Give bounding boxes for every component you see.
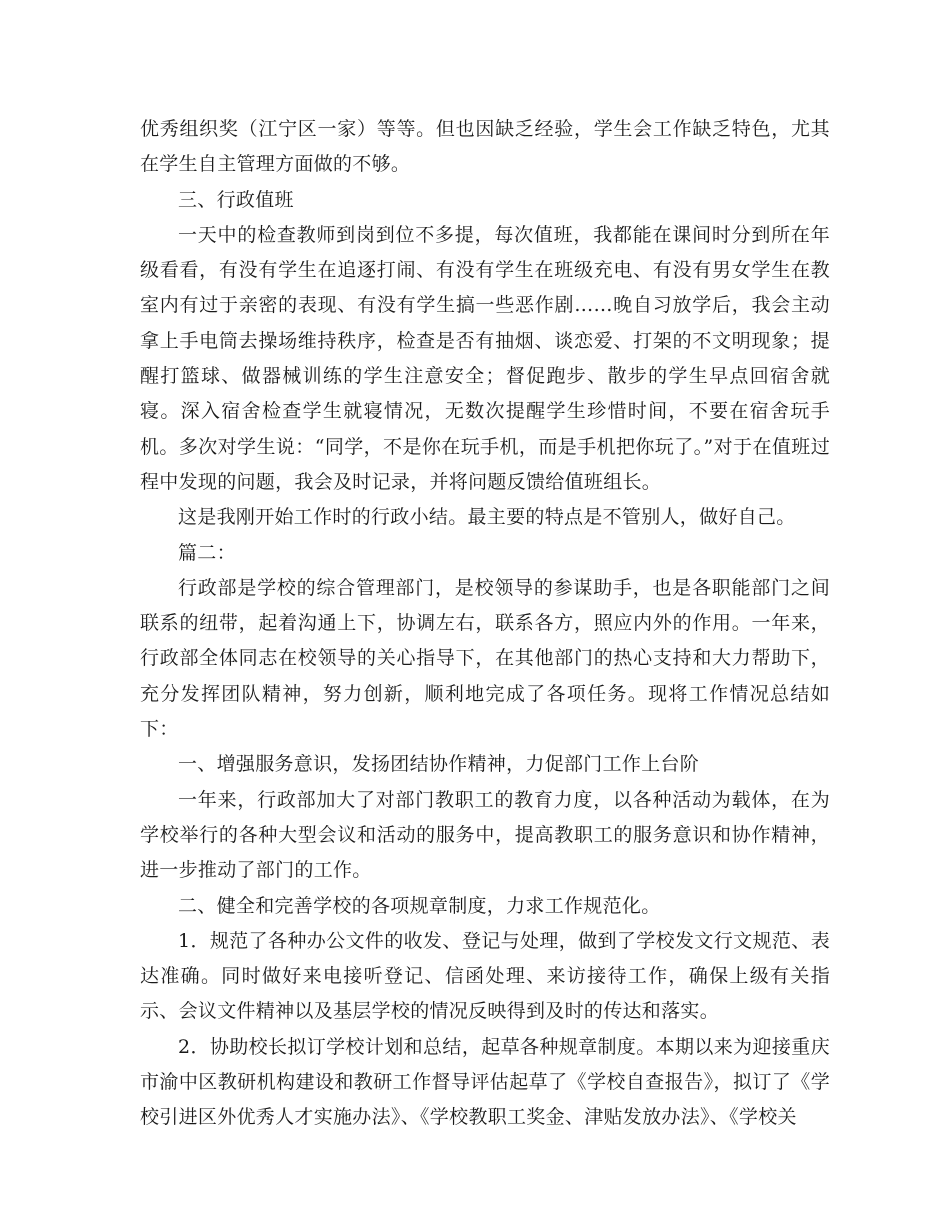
document-body: [140, 112, 830, 1136]
part-two-heading: 篇二：: [178, 541, 236, 564]
paragraph-service-awareness: 一年来，行政部加大了对部门教职工的教育力度，以各种活动为载体，在为学校举行的各种大型会议和活动的服务中，提高教职工的服务意识和协作精神，进一步推动了部门的工作。: [140, 788, 830, 882]
section-heading-administrative-duty: 三、行政值班: [178, 188, 294, 211]
paragraph-continued-text: 优秀组织奖（江宁区一家）等等。但也因缺乏经验，学生会工作缺乏特色，尤其在学生自主管理方面做的不够。: [140, 118, 830, 176]
section-heading-service-awareness: 一、增强服务意识，发扬团结协作精神，力促部门工作上台阶: [178, 753, 700, 776]
paragraph-duty-details: 一天中的检查教师到岗到位不多提，每次值班，我都能在课间时分到所在年级看看，有没有学生在追逐打闹、有没有学生在班级充电、有没有男女学生在教室内有过于亲密的表现、有没有学生搞一些恶作剧……晚自习放学后，我会主动拿上手电筒去操场维持秩序，检查是否有抽烟、谈恋爱、打架的不文明现象；提醒打篮球、做器械训练的学生注意安全；督促跑步、散步的学生早点回宿舍就寝。深入宿舍检查学生就寝情况，无数次提醒学生珍惜时间，不要在宿舍玩手机。多次对学生说：“同学，不是你在玩手机，而是手机把你玩了。”对于在值班过程中发现的问题，我会及时记录，并将问题反馈给值班组长。: [140, 223, 830, 493]
paragraph-item-1: 1．规范了各种办公文件的收发、登记与处理，做到了学校发文行文规范、表达准确。同时做好来电接听登记、信函处理、来访接待工作，确保上级有关指示、会议文件精神以及基层学校的情况反映得到及时的传达和落实。: [140, 929, 830, 1023]
paragraph-department-intro: 行政部是学校的综合管理部门，是校领导的参谋助手，也是各职能部门之间联系的纽带，起着沟通上下，协调左右，联系各方，照应内外的作用。一年来，行政部全体同志在校领导的关心指导下，在其他部门的热心支持和大力帮助下，充分发挥团队精神，努力创新，顺利地完成了各项任务。现将工作情况总结如下：: [140, 576, 830, 741]
section-heading-regulations: 二、健全和完善学校的各项规章制度，力求工作规范化。: [178, 894, 661, 917]
paragraph-item-2: 2．协助校长拟订学校计划和总结，起草各种规章制度。本期以来为迎接重庆市渝中区教研机构建设和教研工作督导评估起草了《学校自查报告》，拟订了《学校引进区外优秀人才实施办法》、《学校教职工奖金、津贴发放办法》、《学校关: [140, 1035, 830, 1129]
paragraph-summary-note: 这是我刚开始工作时的行政小结。最主要的特点是不管别人，做好自己。: [178, 506, 796, 529]
